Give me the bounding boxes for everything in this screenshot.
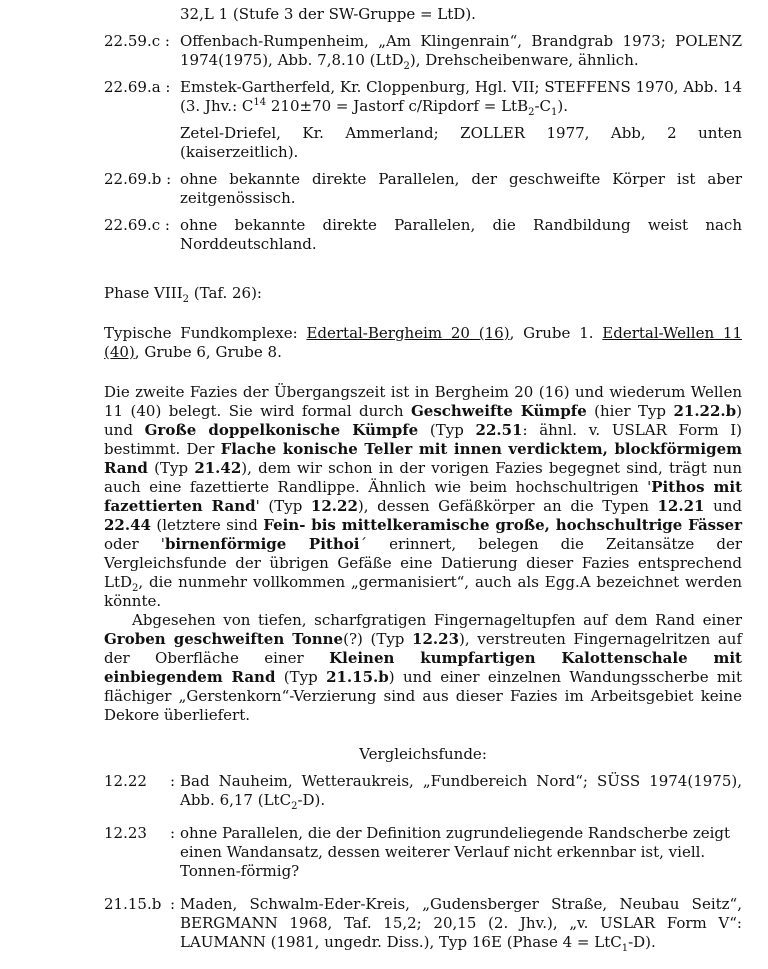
entry-key: 22.69.c : [104, 216, 170, 234]
body-paragraph: Abgesehen von tiefen, scharfgratigen Fingernageltupfen auf dem Rand einer Groben geschweiften Tonne(?) (Typ 12.23), verstreuten Fingernagelritzen auf der Oberfläche einer Kleinen kumpfartigen Kalottenschale mit einbiegendem Rand (Typ 21.15.b) und einer einzelnen Wandungsscherbe mit flächiger „Gerstenkorn“-Verzierung sind aus dieser Fazies im Arbeitsgebiet keine Dekore überliefert. [104, 611, 742, 724]
entry-text: ohne Parallelen, die der Definition zugrundeliegende Randscherbe zeigt einen Wandansatz, dessen weiterer Verlauf nicht erkennbar ist, viell. Tonnen-förmig? [180, 824, 731, 880]
typische-fundkomplexe: Typische Fundkomplexe: Edertal-Bergheim 20 (16), Grube 1. Edertal-Wellen 11 (40), Grube 6, Grube 8. [104, 324, 742, 361]
entry-key: 21.15.b : [104, 895, 176, 913]
continued-line: 32,L 1 (Stufe 3 der SW-Gruppe = LtD). [180, 5, 476, 23]
catalog-entry [104, 170, 742, 208]
entry-key: 22.69.a : [104, 78, 171, 96]
entry-text: Emstek-Gartherfeld, Kr. Cloppenburg, Hgl. VII; STEFFENS 1970, Abb. 14 (3. Jhv.: $C^{14}$ 210±70 = Jastorf c/Ripdorf = $LtB_2-C_1$). [180, 78, 742, 118]
document-page [104, 5, 742, 952]
entry-key: 22.59.c : [104, 32, 170, 50]
entry-key: 12.23 : [104, 824, 176, 842]
site-link: Edertal-Wellen 11 (40) [104, 324, 742, 361]
entry-text: Maden, Schwalm-Eder-Kreis, „Gudensberger Straße, Neubau Seitz“, BERGMANN 1968, Taf. 15,2; 20,15 (2. Jhv.), „v. USLAR Form V“: LAUMANN (1981, ungedr. Diss.), Typ 16E (Phase 4 = LtC$_1$-D). [180, 895, 742, 954]
comparison-entry [104, 824, 742, 881]
entry-key: 12.22 : [104, 772, 176, 790]
catalog-entry [104, 32, 742, 70]
phase-heading: Phase $VIII_2$ (Taf. 26): [104, 284, 262, 305]
entry-text: ohne bekannte direkte Parallelen, der geschweifte Körper ist aber zeitgenössisch. [180, 170, 742, 207]
site-link: Edertal-Bergheim 20 (16) [306, 324, 510, 342]
entry-key: 22.69.b : [104, 170, 172, 188]
catalog-entry [104, 78, 742, 116]
catalog-entry [104, 216, 742, 254]
comparison-entry [104, 772, 742, 810]
body-paragraph: Die zweite Fazies der Übergangszeit ist in Bergheim 20 (16) und wiederum Wellen 11 (40) belegt. Sie wird formal durch Geschweifte Kümpfe (hier Typ 21.22.b) und Große doppelkonische Kümpfe (Typ 22.51: ähnl. v. USLAR Form I) bestimmt. Der Flache konische Teller mit innen verdicktem, blockförmigem Rand (Typ 21.42), dem wir schon in der vorigen Fazies begegnet sind, trägt nun auch eine fazettierte Randlippe. Ähnlich wie beim hochschultrigen 'Pithos mit fazettierten Rand' (Typ 12.22), dessen Gefäßkörper an die Typen 12.21 und 22.44 (letztere sind Fein- bis mittelkeramische große, hochschultrige Fässer oder 'birnenförmige Pithoi´ erinnert, belegen die Zeitansätze der Vergleichsfunde der übrigen Gefäße eine Datierung dieser Fazies entsprechend LtD$_2$, die nunmehr vollkommen „germanisiert“, auch als Egg.A bezeichnet werden könnte. [104, 383, 742, 610]
section-heading: Vergleichsfunde: [359, 745, 487, 763]
entry-continuation: Zetel-Driefel, Kr. Ammerland; ZOLLER 1977, Abb, 2 unten (kaiserzeitlich). [180, 124, 742, 161]
comparison-entry [104, 895, 742, 952]
entry-text: ohne bekannte direkte Parallelen, die Randbildung weist nach Norddeutschland. [180, 216, 742, 253]
entry-text: Bad Nauheim, Wetteraukreis, „Fundbereich Nord“; SÜSS 1974(1975), Abb. 6,17 (LtC$_2$-D). [180, 772, 742, 812]
entry-text: Offenbach-Rumpenheim, „Am Klingenrain“, Brandgrab 1973; POLENZ 1974(1975), Abb. 7,8.10 (LtD$_2$), Drehscheibenware, ähnlich. [180, 32, 742, 72]
